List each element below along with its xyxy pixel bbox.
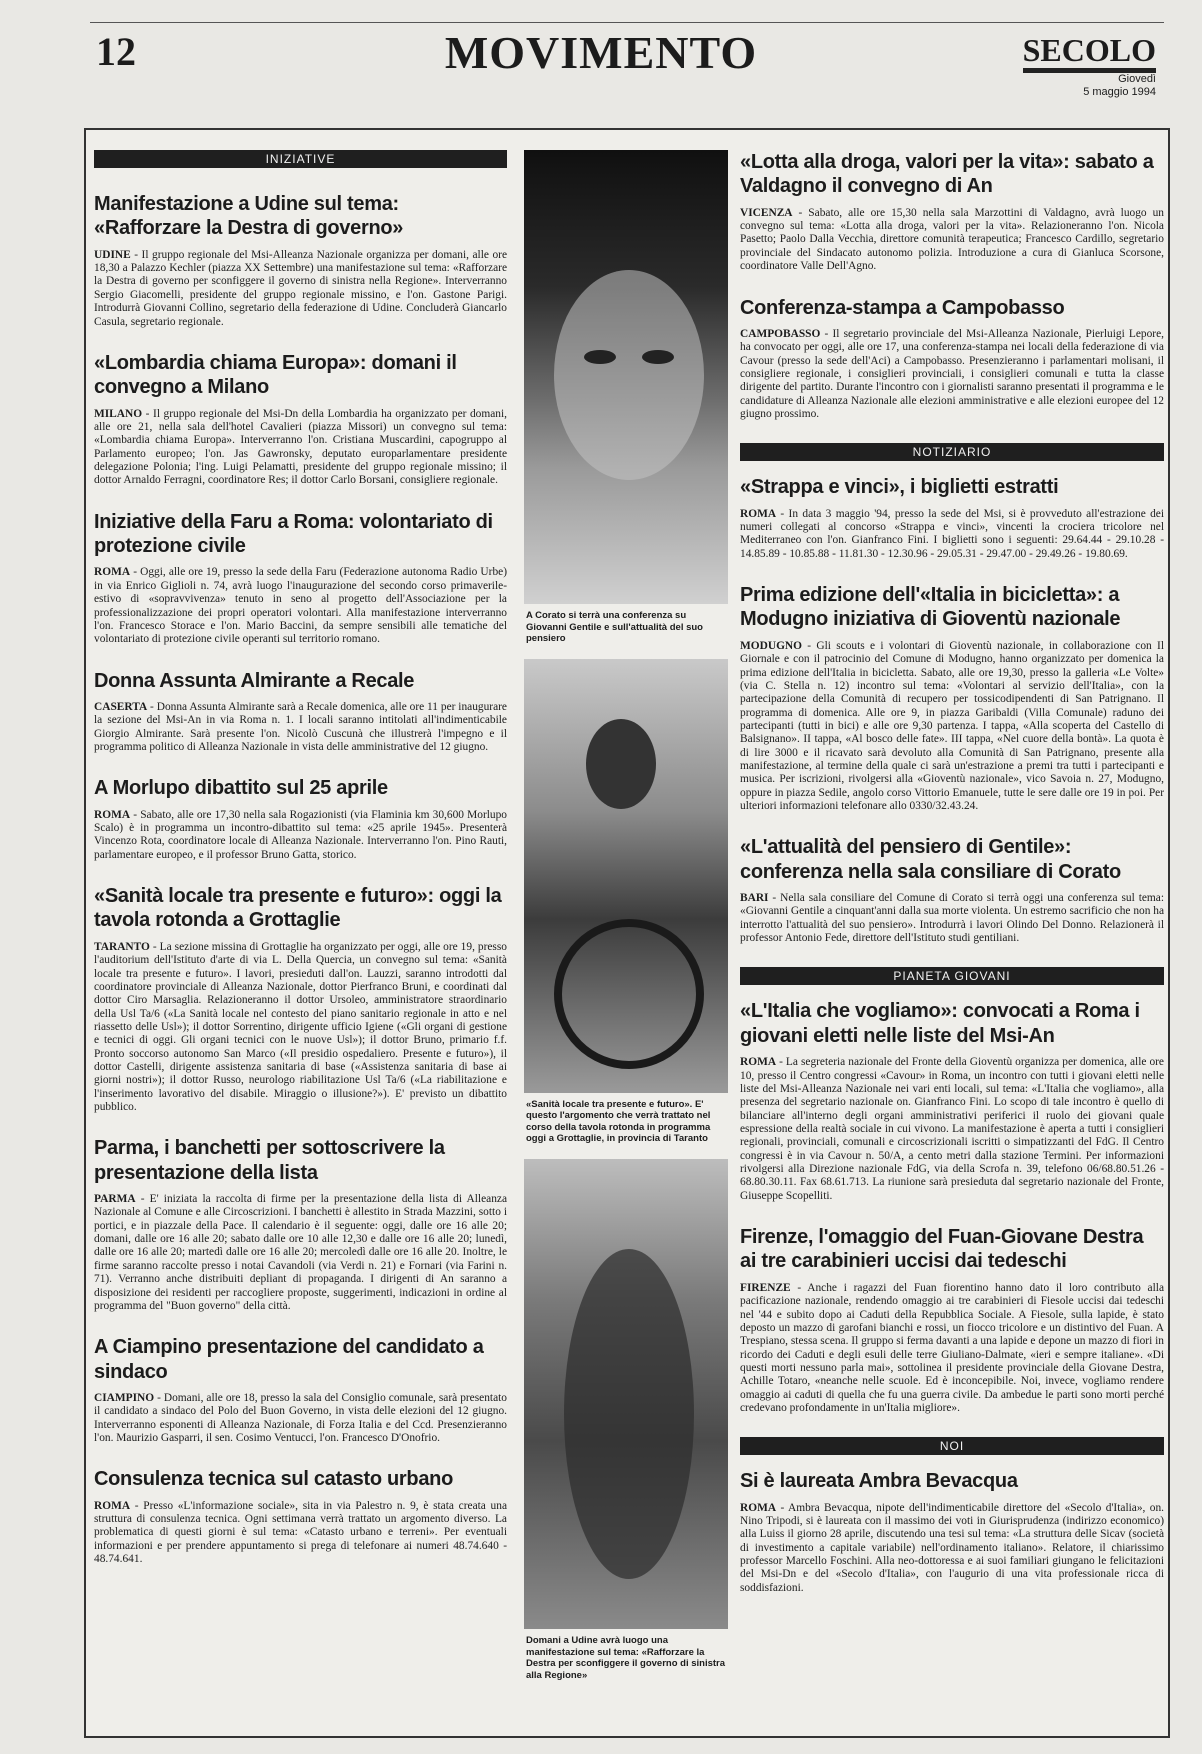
article-recale	[94, 669, 507, 755]
article-body	[740, 1056, 1164, 1203]
photo-gentile-portrait	[524, 150, 728, 604]
portrait-eye	[642, 350, 674, 364]
article-headline: Firenze, l'omaggio del Fuan-Giovane Destra ai tre carabinieri uccisi dai tedeschi	[740, 1226, 1144, 1273]
section-title: MOVIMENTO	[444, 27, 758, 78]
article-headline: Iniziative della Faru a Roma: volontariato di protezione civile	[94, 510, 493, 558]
dateline: ROMA	[740, 507, 777, 520]
newspaper-logo: SECOLO	[1023, 34, 1156, 73]
masthead	[0, 0, 1202, 110]
article-text: - Donna Assunta Almirante sarà a Recale domenica, alle ore 11 per inaugurare la sezione del Msi-An in via Roma n. 1. I locali saranno intitolati all'indimenticabile Giorgio Almirante. Sarà presente l'on. Nicolò Cuscunà che illustrerà l'impegno e il programma politico di Alleanza Nazionale in vista delle amministrative del 12 giugno.	[94, 700, 507, 753]
dateline: TARANTO	[94, 940, 150, 953]
article-ciampino	[94, 1335, 507, 1445]
dateline: ROMA	[740, 1501, 777, 1514]
article-body	[94, 1193, 507, 1313]
article-headline: Manifestazione a Udine sul tema: «Rafforzare la Destra di governo»	[94, 193, 404, 240]
portrait-eye	[584, 350, 616, 364]
photo-udine-landscape	[524, 1159, 728, 1629]
article-body	[740, 508, 1164, 561]
dateline: CIAMPINO	[94, 1391, 155, 1404]
article-body	[740, 328, 1164, 421]
article-text: - Ambra Bevacqua, nipote dell'indimenticabile direttore del «Secolo d'Italia», on. Nino Tripodi, si è laureata con il massimo dei voti in Giurisprudenza (indirizzo economico) alla Luiss il giorno 28 aprile, discutendo una tesi sul tema: «La struttura delle Sicav (società di investimento a capitale variabile) nell'ordinamento italiano». Relatore, il chiarissimo professor Marcello Foschini. Alla neo-dottoressa e ai suoi familiari giungano le felicitazioni del Msi-Dn e del «Secolo d'Italia», con l'augurio di una vita professionale ricca di soddisfazioni.	[740, 1501, 1164, 1594]
photo-wheelchair	[524, 659, 728, 1093]
article-faru-roma	[94, 510, 507, 647]
photo-caption: Domani a Udine avrà luogo una manifestazione sul tema: «Rafforzare la Destra per sconfiggere il governo di sinistra alla Regione»	[526, 1635, 726, 1681]
article-headline: Consulenza tecnica sul catasto urbano	[94, 1468, 453, 1491]
article-headline: Si è laureata Ambra Bevacqua	[740, 1470, 1018, 1493]
article-strappa-vinci	[740, 475, 1164, 561]
issue-weekday: Giovedì	[1118, 72, 1156, 85]
article-udine	[94, 192, 507, 329]
dateline: BARI	[740, 892, 769, 905]
article-text: - Sabato, alle ore 15,30 nella sala Marzottini di Valdagno, avrà luogo un convegno sul tema: «Lotta alla droga, valori per la vita». Relazioneranno l'on. Nicola Pasetto; Paolo Dalla Vecchia, direttore comunità terapeutica; Francesco Cardillo, segretario provinciale del Sindacato autonomo polizia. Introduzione a cura di Gianluca Scorsone, coordinatore Valle Dell'Agno.	[740, 206, 1164, 273]
article-body	[740, 207, 1164, 274]
article-body	[740, 892, 1164, 945]
dateline: ROMA	[94, 566, 131, 579]
article-catasto	[94, 1467, 507, 1566]
issue-date: 5 maggio 1994	[1083, 85, 1156, 98]
newspaper-brand	[1023, 34, 1156, 99]
photo-caption: A Corato si terrà una conferenza su Giovanni Gentile e sull'attualità del suo pensiero	[526, 610, 703, 645]
article-body	[94, 408, 507, 488]
article-headline: A Morlupo dibattito sul 25 aprile	[94, 777, 388, 800]
article-morlupo	[94, 776, 507, 862]
dateline: CAMPOBASSO	[740, 327, 821, 340]
article-text: - Presso «L'informazione sociale», sita in via Palestro n. 9, è stata creata una struttura di consulenza tecnica. Ogni settimana verrà trattato un argomento diverso. La problematica di questi giorni è sul tema: «Catasto urbano e terreni». Per eventuali informazioni e per prendere appuntamento si prega di telefonare ai numeri 48.74.640 - 48.74.641.	[94, 1499, 507, 1566]
dateline: ROMA	[740, 1056, 777, 1069]
dateline: MILANO	[94, 407, 143, 420]
article-campobasso	[740, 296, 1164, 422]
dateline: UDINE	[94, 248, 131, 261]
article-text: - Gli scouts e i volontari di Gioventù nazionale, in collaborazione con Il Giornale e con il patrocinio del Comune di Modugno, hanno organizzato per domenica la prima edizione dell'Italia in bicicletta. Sabato, alle ore 19,30, presso la galleria «Le Volte» (via C. Stella n. 12) incontro sul tema: «Volontari al servizio dell'Italia», con la partecipazione della Comunità di recupero per tossicodipendenti di San Patrignano. Il programma di domenica. Alle ore 9, in piazza Garibaldi (Villa Comunale) raduno dei partecipanti (tutti in bici) e alle ore 9,30 partenza. I tappa, «Alla scoperta del Castello di Balsignano». II tappa, «Al bosco delle fate». III tappa, «Nel cuore della bontà». La quota è di lire 3000 e il ricavato sarà devoluto alla Comunità di San Patrignano, presente alla manifestazione, al termine della quale ci sarà un'estrazione a premi tra tutti i partecipanti e musica. Per iscrizioni, rivolgersi alla «Gioventù nazionale», vico Savoia n. 27, Modugno, oppure in piazza Sedile, angolo corso Vittorio Emanuele, tutte le sere dalle ore 19 in poi. Per ulteriori informazioni telefonare allo 0330/32.43.24.	[740, 639, 1164, 812]
article-firenze	[740, 1225, 1164, 1415]
dateline: FIRENZE	[740, 1281, 791, 1294]
kicker-notiziario: NOTIZIARIO	[740, 443, 1164, 461]
article-text: - Sabato, alle ore 17,30 nella sala Rogazionisti (via Flaminia km 30,600 Morlupo Scalo) è in programma un incontro-dibattito sul tema: «25 aprile 1945». Presenterà Vincenzo Rota, coordinatore locale di Alleanza Nazionale. Interverranno l'on. Pino Rauti, parlamentare europeo, e il professor Bruno Gatta, storico.	[94, 808, 507, 861]
dateline: PARMA	[94, 1193, 136, 1206]
article-text: - In data 3 maggio '94, presso la sede del Msi, si è provveduto all'estrazione dei numeri collegati al concorso «Strappa e vinci», vincenti la crociera tricolore nel Mediterraneo con l'on. Gianfranco Fini. I biglietti sono i seguenti: 29.64.44 - 29.10.28 - 14.85.89 - 10.85.88 - 11.81.30 - 12.30.96 - 29.05.31 - 29.47.00 - 29.49.26 - 19.80.69.	[740, 507, 1164, 560]
article-body	[740, 640, 1164, 813]
article-text: - Nella sala consiliare del Comune di Corato si terrà oggi una conferenza sul tema: «Giovanni Gentile a cinquant'anni dalla sua morte violenta. Un estremo sacrificio che non ha interrotto l'attualità del suo pensiero». Introdurrà i lavori Olindo Del Donno. Relazionerà il professor Antonio Fede, direttore dell'Istituto studi gentiliani.	[740, 892, 1165, 945]
photo-column	[524, 150, 728, 1695]
article-headline: Conferenza-stampa a Campobasso	[740, 296, 1065, 319]
article-body	[94, 809, 507, 862]
kicker-pianeta-giovani: PIANETA GIOVANI	[740, 967, 1164, 985]
kicker-iniziative: INIZIATIVE	[94, 150, 507, 168]
dateline: ROMA	[94, 1499, 131, 1512]
dateline: ROMA	[94, 808, 131, 821]
article-text: - Anche i ragazzi del Fuan fiorentino hanno dato il loro contributo alla pacificazione nazionale, rendendo omaggio ai tre carabinieri di Fiesole uccisi dai tedeschi nel '44 e subito dopo ai Caduti della Repubblica Sociale. A Fiesole, sulla lapide, è stato deposto un mazzo di garofani bianchi e rossi, un fiocco tricolore e un distintivo del Fuan. A Trespiano, stessa scena. Il gruppo si ferma davanti a una lapide e depone un mazzo di fiori in ricordo dei Caduti e degli esuli delle terre Giuliano-Dalmate, «ieri e sempre italiane». «Di questi morti nessuno parla mai», sottolinea il presidente provinciale della Giovane Destra, Achille Totaro, «neanche nelle scuole. Ed è inconcepibile. Noi, invece, vogliamo rendere omaggio ai caduti di quella che fu una guerra civile. Da ambedue le parti sono morti perché credevano profondamente in un'Italia migliore».	[740, 1281, 1164, 1414]
article-headline: «Strappa e vinci», i biglietti estratti	[740, 476, 1059, 499]
left-column	[94, 150, 507, 1588]
photo-wheelchair-wheel	[554, 919, 704, 1069]
article-body	[94, 249, 507, 329]
portrait-face	[554, 270, 704, 480]
dateline: CASERTA	[94, 700, 148, 713]
article-headline: «L'attualità del pensiero di Gentile»: conferenza nella sala consiliare di Corato	[740, 836, 1121, 883]
article-headline: Parma, i banchetti per sottoscrivere la presentazione della lista	[94, 1137, 445, 1184]
dateline: VICENZA	[740, 206, 793, 219]
article-body	[740, 1282, 1164, 1415]
article-bevacqua	[740, 1469, 1164, 1595]
article-text: - Domani, alle ore 18, presso la sala del Consiglio comunale, sarà presentato il candidato a sindaco del Polo del Buon Governo, in vista delle elezioni del 12 giugno. Interverranno esponenti di Alleanza Nazionale, di Forza Italia e del Ccd. Presenzieranno l'on. Maurizio Gasparri, il sen. Cosimo Ventucci, l'on. Francesco D'Onofrio.	[94, 1391, 507, 1444]
article-parma	[94, 1136, 507, 1313]
photo-person	[586, 719, 656, 809]
dateline: MODUGNO	[740, 639, 803, 652]
kicker-noi: NOI	[740, 1437, 1164, 1455]
article-modugno	[740, 583, 1164, 813]
article-text: - Oggi, alle ore 19, presso la sede della Faru (Federazione autonoma Radio Urbe) in via Enrico Giglioli n. 74, avrà luogo l'inaugurazione del secondo corso primaverile-estivo di «sopravvivenza» tenuto in seno al progetto dell'Associazione per la professionalizzazione dei propri operatori volontari. Alla manifestazione interverranno l'on. Francesco Storace e l'on. Mario Baccini, da sempre sensibili alle tematiche del volontariato di protezione civile operanti sul territorio romano.	[94, 566, 507, 646]
article-body	[94, 1500, 507, 1567]
article-grottaglie	[94, 884, 507, 1114]
article-headline: A Ciampino presentazione del candidato a sindaco	[94, 1336, 484, 1383]
article-valdagno	[740, 150, 1164, 274]
photo-caption: «Sanità locale tra presente e futuro». E' questo l'argomento che verrà trattato nel corso della tavola rotonda in programma oggi a Grottaglie, in provincia di Taranto	[526, 1098, 711, 1145]
article-body	[94, 941, 507, 1114]
article-milano	[94, 351, 507, 488]
article-body	[94, 701, 507, 754]
article-body	[94, 1392, 507, 1445]
right-column	[740, 150, 1164, 1617]
photo-tree	[564, 1249, 694, 1579]
article-body	[94, 566, 507, 646]
article-text: - Il gruppo regionale del Msi-Dn della Lombardia ha organizzato per domani, alle ore 21, nella sala dell'hotel Cavalieri (piazza Missori) un convegno sul tema: «Lombardia chiama Europa». Interverranno l'on. Cristiana Muscardini, capogruppo al Parlamento europeo; l'on. Jas Gawronsky, deputato europarlamentare presidente delegazione Polonia; l'ing. Luigi Pelamatti, presidente del gruppo regionale missino; il dottor Arnaldo Ferragni, coordinatore Res; il dottor Carlo Borsani, consigliere regionale.	[94, 407, 507, 487]
article-headline: «Sanità locale tra presente e futuro»: oggi la tavola rotonda a Grottaglie	[94, 885, 502, 932]
article-text: - La segreteria nazionale del Fronte della Gioventù organizza per domenica, alle ore 10, presso il Centro congressi «Cavour» in Roma, un incontro con tutti i giovani eletti nelle liste del Msi-Alleanza Nazionale nei vari enti locali, sul tema: «L'Italia che vogliamo», alla presenza del segretario nazionale on. Gianfranco Fini. Lo scopo di tale incontro è quello di bilanciare all'interno degli organi amministrativi periferici il ruolo dei giovani quale espressione della realtà sociale in cui vivono. La manifestazione è aperta a tutti i consiglieri regionali, provinciali, comunali e circoscrizionali iscritti o simpatizzanti del FdG. Il Centro congressi è in via Cavour n. 50/A, a cento metri dalla stazione Termini. Per informazioni rivolgersi alla Direzione nazionale FdG, via della Scrofa n. 39, telefono 06/68.80.51.26 - 68.80.30.11. Fax 68.61.713. La riunione sarà presieduta dal segretario nazionale del Fronte, Giuseppe Scopelliti.	[740, 1056, 1164, 1202]
article-text: - La sezione missina di Grottaglie ha organizzato per oggi, alle ore 19, presso l'auditorium dell'Istituto d'arte di via L. Della Quercia, un convegno sul tema: «Sanità locale tra presente e futuro». I lavori, presieduti dall'on. Lauzzi, saranno introdotti dal coordinatore provinciale di Alleanza Nazionale, dottor Pierfranco Bruni, e coordinati dal dottor Ciro Marsaglia. Relazioneranno il dottor Ursoleo, amministratore straordinario della Usl Ta/6 («La Sanità locale nel contesto del piano sanitario regionale in atto e nel riassetto delle Usl»); il dottor Sorrentino, dirigente ufficio Igiene («Gli organi di gestione e tecnici di oggi. Gli organi tecnici con le nuove Usl»); il dottor Bruno, primario f.f. Pronto soccorso autonomo San Marco («Il presidio ospedaliero. Presente e futuro»), il dottor Castelli, dirigente assistenza sanitaria di base («Assistenza sanitaria di base ai giorni nostri»); il dottor Russo, neurologo riabilitazione Usl Ta/6 («La riabilitazione e l'inserimento lavorativo del disabile. Miraggio o illusione?»). E' previsto un dibattito pubblico.	[94, 940, 507, 1113]
article-headline: Donna Assunta Almirante a Recale	[94, 669, 415, 692]
article-headline: Prima edizione dell'«Italia in bicicletta»: a Modugno iniziativa di Gioventù nazionale	[740, 584, 1121, 631]
article-body	[740, 1502, 1164, 1595]
article-headline: «L'Italia che vogliamo»: convocati a Roma i giovani eletti nelle liste del Msi-An	[740, 1000, 1140, 1047]
article-headline: «Lombardia chiama Europa»: domani il convegno a Milano	[94, 351, 457, 399]
article-text: - E' iniziata la raccolta di firme per la presentazione della lista di Alleanza Nazionale al Comune e alle Circoscrizioni. I banchetti è allestito in Strada Mazzini, sotto i portici, e in piazzale della Pace. Il calendario è il seguente: oggi, dalle ore 16 alle 20; domani, dalle ore 16 alle 20; sabato dalle ore 10 alle 12,30 e dalle ore 16 alle 20; lunedì, dalle ore 16 alle 20; martedì dalle ore 16 alle 20; mercoledì dalle ore 16 alle 20. Inoltre, le firme saranno raccolte presso i notai Cavandoli (via Verdi n. 21) e Fornari (via Farini n. 71). Verranno anche distribuiti depliant di propaganda. I dirigenti di An saranno a disposizione dei residenti per raccogliere proposte, suggerimenti, indicazioni in ordine al programma del "Buon governo" della città.	[94, 1193, 507, 1312]
article-italia-che-vogliamo	[740, 999, 1164, 1203]
page-number: 12	[96, 29, 136, 74]
article-corato	[740, 835, 1164, 945]
article-text: - Il segretario provinciale del Msi-Alleanza Nazionale, Pierluigi Lepore, ha convocato per oggi, alle ore 17, una conferenza-stampa nei locali della federazione di via Cavour (presso la sede dell'Aci) a Campobasso. Presenzieranno i parlamentari molisani, il consigliere regionale, i consiglieri provinciali, i consiglieri comunali e tutta la classe dirigente del partito. Durante l'incontro con i giornalisti saranno presentati il programma e le candidature di Alleanza Nazionale alle elezioni amministrative e alle elezioni europee del 12 giugno prossimo.	[740, 327, 1164, 420]
article-headline: «Lotta alla droga, valori per la vita»: sabato a Valdagno il convegno di An	[740, 151, 1154, 198]
article-text: - Il gruppo regionale del Msi-Alleanza Nazionale organizza per domani, alle ore 18,30 a Palazzo Kechler (piazza XX Settembre) una manifestazione sul tema: «Rafforzare la Destra di governo per sconfiggere il governo di sinistra nella Regione». Interverranno Sergio Giacomelli, presidente del gruppo regionale missino, e l'on. Gastone Parigi. Introdurrà Giovanni Collino, segretario della federazione di Udine. Concluderà Giancarlo Casula, segretario regionale.	[94, 248, 507, 328]
